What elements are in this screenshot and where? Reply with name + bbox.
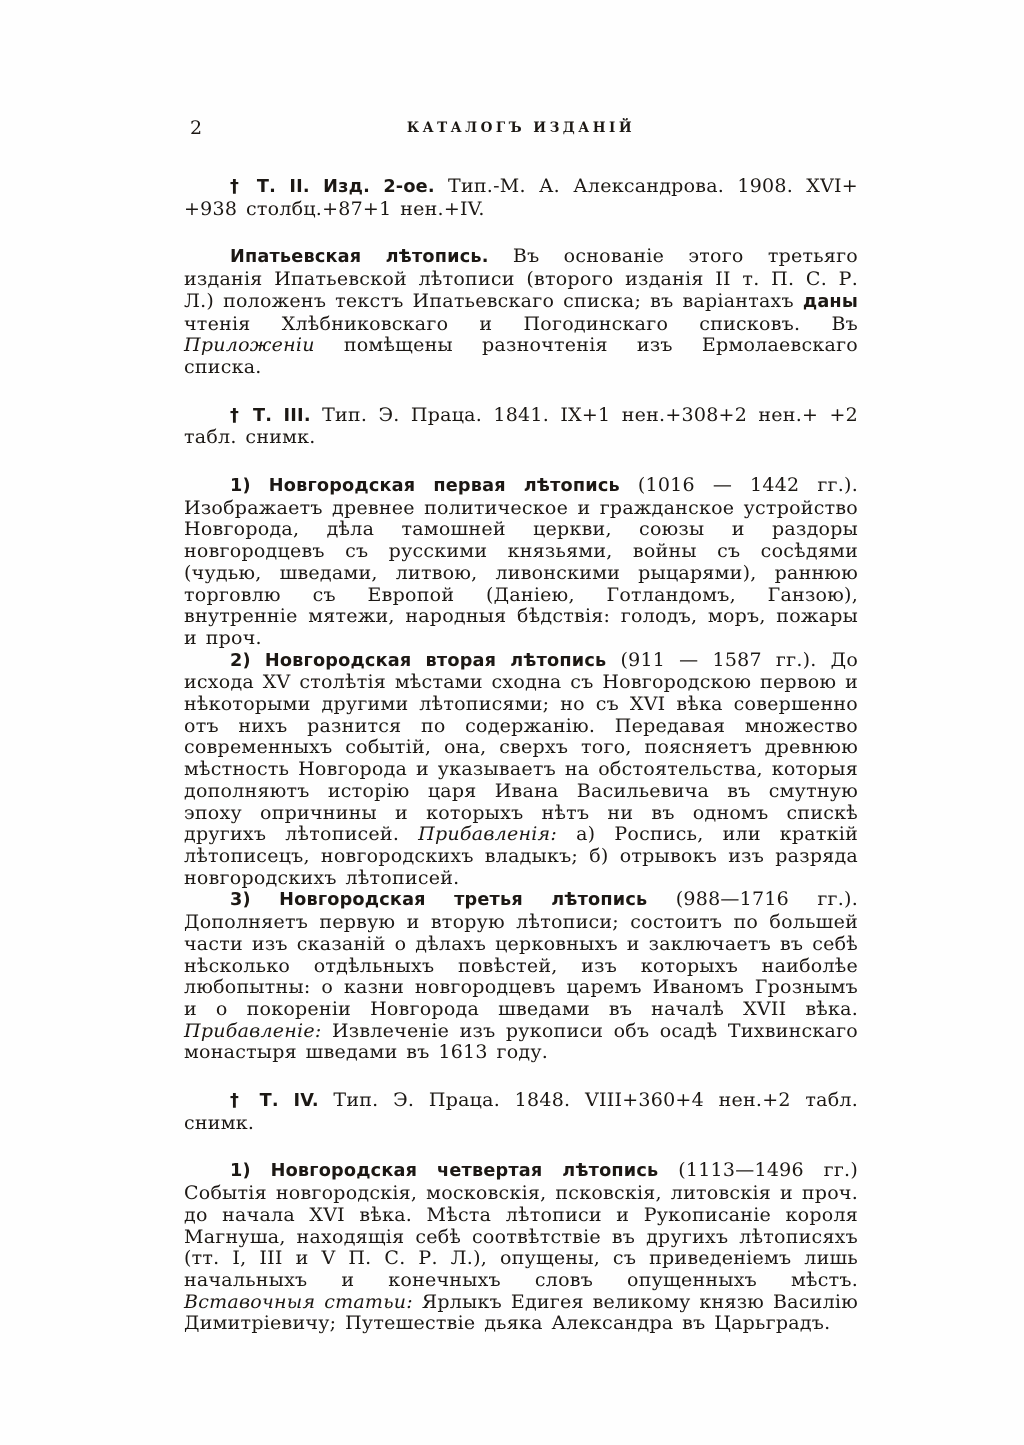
bold-text: 1) Новгородская четвертая лѣтопись [230, 1161, 659, 1182]
bold-text: 1) Новгородская первая лѣтопись [230, 476, 620, 497]
text-run: Тип. Э. Праца. 1841. IX+1 нен.+308+2 нен.+ +2 табл. снимк. [184, 403, 859, 449]
text-run: Тип.-М. А. Александрова. 1908. XVI+ +938 столбц.+87+1 нен.+IV. [184, 175, 858, 220]
italic-text: Прибавленіе: [184, 1019, 322, 1042]
bold-text: † Т. IV. [230, 1091, 319, 1112]
page-number: 2 [190, 117, 203, 139]
catalog-entry-paragraph [184, 475, 858, 650]
text-run: чтенія Хлѣбниковскаго и Погодинскаго списковъ. Въ [184, 312, 858, 335]
edition-heading [184, 1090, 858, 1134]
bold-text: даны [802, 291, 858, 312]
italic-text: Вставочныя статьи: [184, 1290, 413, 1313]
catalog-entries [184, 150, 858, 1335]
italic-text: Приложеніи [184, 334, 315, 357]
text-run: помѣщены разночтенія изъ Ермолаевскаго списка. [184, 334, 858, 378]
text-run: Извлеченіе изъ рукописи объ осадѣ Тихвинскаго монастыря шведами въ 1613 году. [184, 1019, 858, 1064]
catalog-entry-paragraph [184, 889, 858, 1064]
text-run: Въ основаніе этого третьяго изданія Ипатьевской лѣтописи (второго изданія II т. П. С. Р. Л.) положенъ текстъ Ипатьевскаго списка; въ варіантахъ [184, 245, 858, 312]
text-run: а) Роспись, или краткій лѣтописецъ, новгородскихъ владыкъ; б) отрывокъ изъ разряда новгородскихъ лѣтописей. [184, 823, 858, 889]
catalog-entry-paragraph [184, 1160, 858, 1335]
text-run: (1113—1496 гг.) Событія новгородскія, московскія, псковскія, литовскія и проч. до начала XVI вѣка. Мѣста лѣтописи и Рукописаніе короля Магнуша, находящія себѣ соотвѣтствіе въ другихъ лѣтописяхъ (тт. I, III и V П. С. Р. Л.), опущены, съ приведеніемъ лишь начальныхъ и конечныхъ словъ опущенныхъ мѣстъ. [184, 1159, 858, 1291]
bold-text: † Т. II. Изд. 2-ое. [230, 177, 435, 197]
text-run: (988—1716 гг.). Дополняетъ первую и вторую лѣтописи; состоитъ по большей части изъ сказаній о дѣлахъ церковныхъ и заключаетъ въ себѣ нѣсколько отдѣльныхъ повѣстей, изъ которыхъ наиболѣе любопытны: о казни новгородцевъ царемъ Иваномъ Грознымъ и о покореніи Новгорода шведами въ началѣ XVII вѣка. [184, 888, 859, 1020]
bold-text: † Т. III. [230, 405, 311, 426]
text-run: (911 — 1587 гг.). До исхода XV столѣтія мѣстами сходна съ Новгородскою первою и нѣкоторыми другими лѣтописями; но съ XVI вѣка совершенно отъ нихъ разнится по содержанію. Передавая множество современныхъ событій, она, сверхъ того, поясняетъ древнюю мѣстность Новгорода и указываетъ на обстоятельства, которыя дополняютъ исторію царя Ивана Васильевича въ смутную эпоху опричнины и которыхъ нѣтъ ни въ одномъ спискѣ другихъ лѣтописей. [184, 648, 859, 846]
text-run: Ярлыкъ Едигея великому князю Василію Димитріевичу; Путешествіе дьяка Александра въ Царьградъ. [184, 1290, 859, 1335]
text-run: (1016 — 1442 гг.). Изображаетъ древнее политическое и гражданское устройство Новгорода, дѣла тамошней церкви, союзы и раздоры новгородцевъ съ русскими князьями, войны съ сосѣдями (чудью, шведами, литвою, ливонскими рыцарями), раннюю торговлю съ Европой (Даніею, Готландомъ, Ганзою), внутренніе мятежи, народныя бѣдствія: голодъ, моръ, пожары и проч. [184, 474, 858, 649]
bold-text: 3) Новгородская третья лѣтопись [230, 890, 648, 911]
catalog-entry-paragraph [184, 246, 858, 378]
page-header [184, 116, 858, 142]
edition-heading [184, 176, 858, 220]
italic-text: Прибавленія: [418, 823, 558, 846]
running-head: КАТАЛОГЪ ИЗДАНІЙ [406, 120, 636, 136]
text-run: Тип. Э. Праца. 1848. VIII+360+4 нен.+2 табл. снимк. [184, 1089, 858, 1134]
bold-text: 2) Новгородская вторая лѣтопись [230, 650, 607, 671]
edition-heading [184, 405, 858, 449]
catalog-entry-paragraph [184, 650, 858, 890]
bold-text: Ипатьевская лѣтопись. [230, 247, 489, 268]
